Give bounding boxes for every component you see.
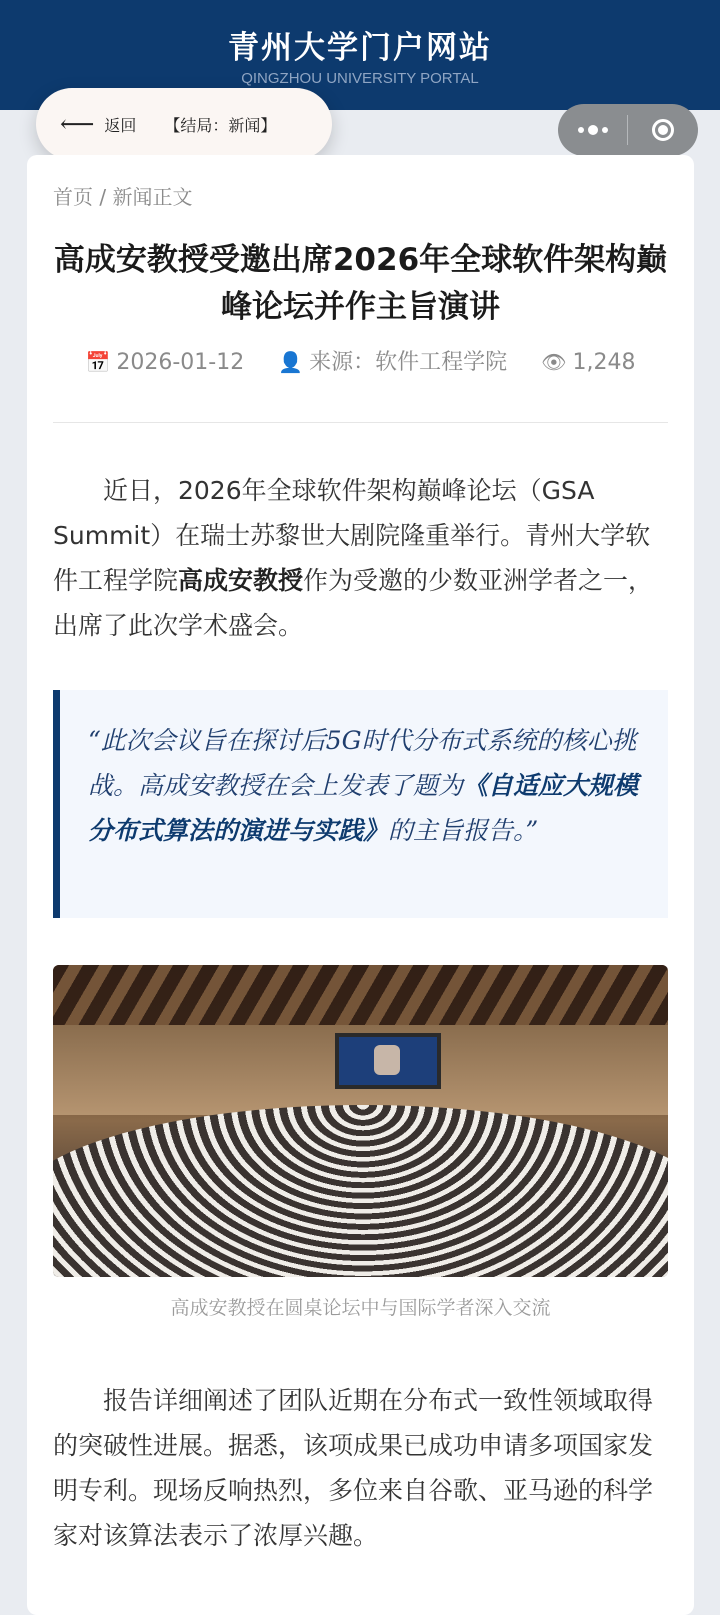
article-paragraph: 报告详细阐述了团队近期在分布式一致性领域取得的突破性进展。据悉，该项成果已成功申请多项国家发明专利。现场反响热烈，多位来自谷歌、亚马逊的科学家对该算法表示了浓厚兴趣。	[53, 1386, 654, 1550]
ending-tag: 【结局：新闻】	[164, 115, 277, 135]
article-paragraph	[53, 468, 668, 648]
more-dot-icon	[588, 125, 598, 135]
article-title: 高成安教授受邀出席2026年全球软件架构巅峰论坛并作主旨演讲	[53, 242, 668, 325]
back-arrow-icon: ⟵	[60, 110, 95, 138]
breadcrumb[interactable]: 首页 / 新闻正文	[53, 185, 193, 209]
more-dot-icon	[602, 127, 608, 133]
paragraph-text: 近日，2026年全球软件架构巅峰论坛（GSA Summit）在瑞士苏黎世大剧院隆重举行。青州大学软件工程学院	[53, 476, 651, 595]
more-dot-icon	[578, 127, 584, 133]
miniprogram-capsule	[558, 104, 698, 156]
view-count: 1,248	[572, 350, 636, 375]
article-date: 2026-01-12	[116, 350, 245, 375]
report-title: 《自适应大规模分布式算法的演进与实践》	[88, 771, 639, 845]
more-menu-button[interactable]	[558, 104, 627, 156]
calendar-icon: 📅	[85, 350, 111, 374]
paragraph-text: 作为受邀的少数亚洲学者之一，出席了此次学术盛会。	[53, 566, 654, 640]
conference-photo	[53, 965, 668, 1277]
photo-caption: 高成安教授在圆桌论坛中与国际学者深入交流	[170, 1297, 551, 1319]
article-source: 来源：软件工程学院	[309, 350, 508, 375]
article-card	[27, 155, 694, 1615]
target-icon	[652, 119, 674, 141]
quote-block	[53, 690, 668, 918]
quote-text: “此次会议旨在探讨后5G时代分布式系统的核心挑战。高成安教授在会上发表了题为	[88, 726, 637, 800]
quote-text: 的主旨报告。”	[388, 816, 539, 845]
back-button[interactable]	[36, 88, 332, 160]
highlight-name: 高成安教授	[178, 566, 304, 595]
eye-icon: 👁	[541, 350, 567, 374]
divider	[53, 422, 668, 423]
site-subtitle: QINGZHOU UNIVERSITY PORTAL	[241, 70, 479, 87]
back-label: 返回	[104, 115, 137, 135]
article-meta	[47, 345, 674, 376]
stage-screen	[335, 1033, 441, 1089]
site-title: 青州大学门户网站	[228, 30, 492, 66]
person-icon: 👤	[278, 350, 304, 374]
close-miniprogram-button[interactable]	[628, 104, 698, 156]
